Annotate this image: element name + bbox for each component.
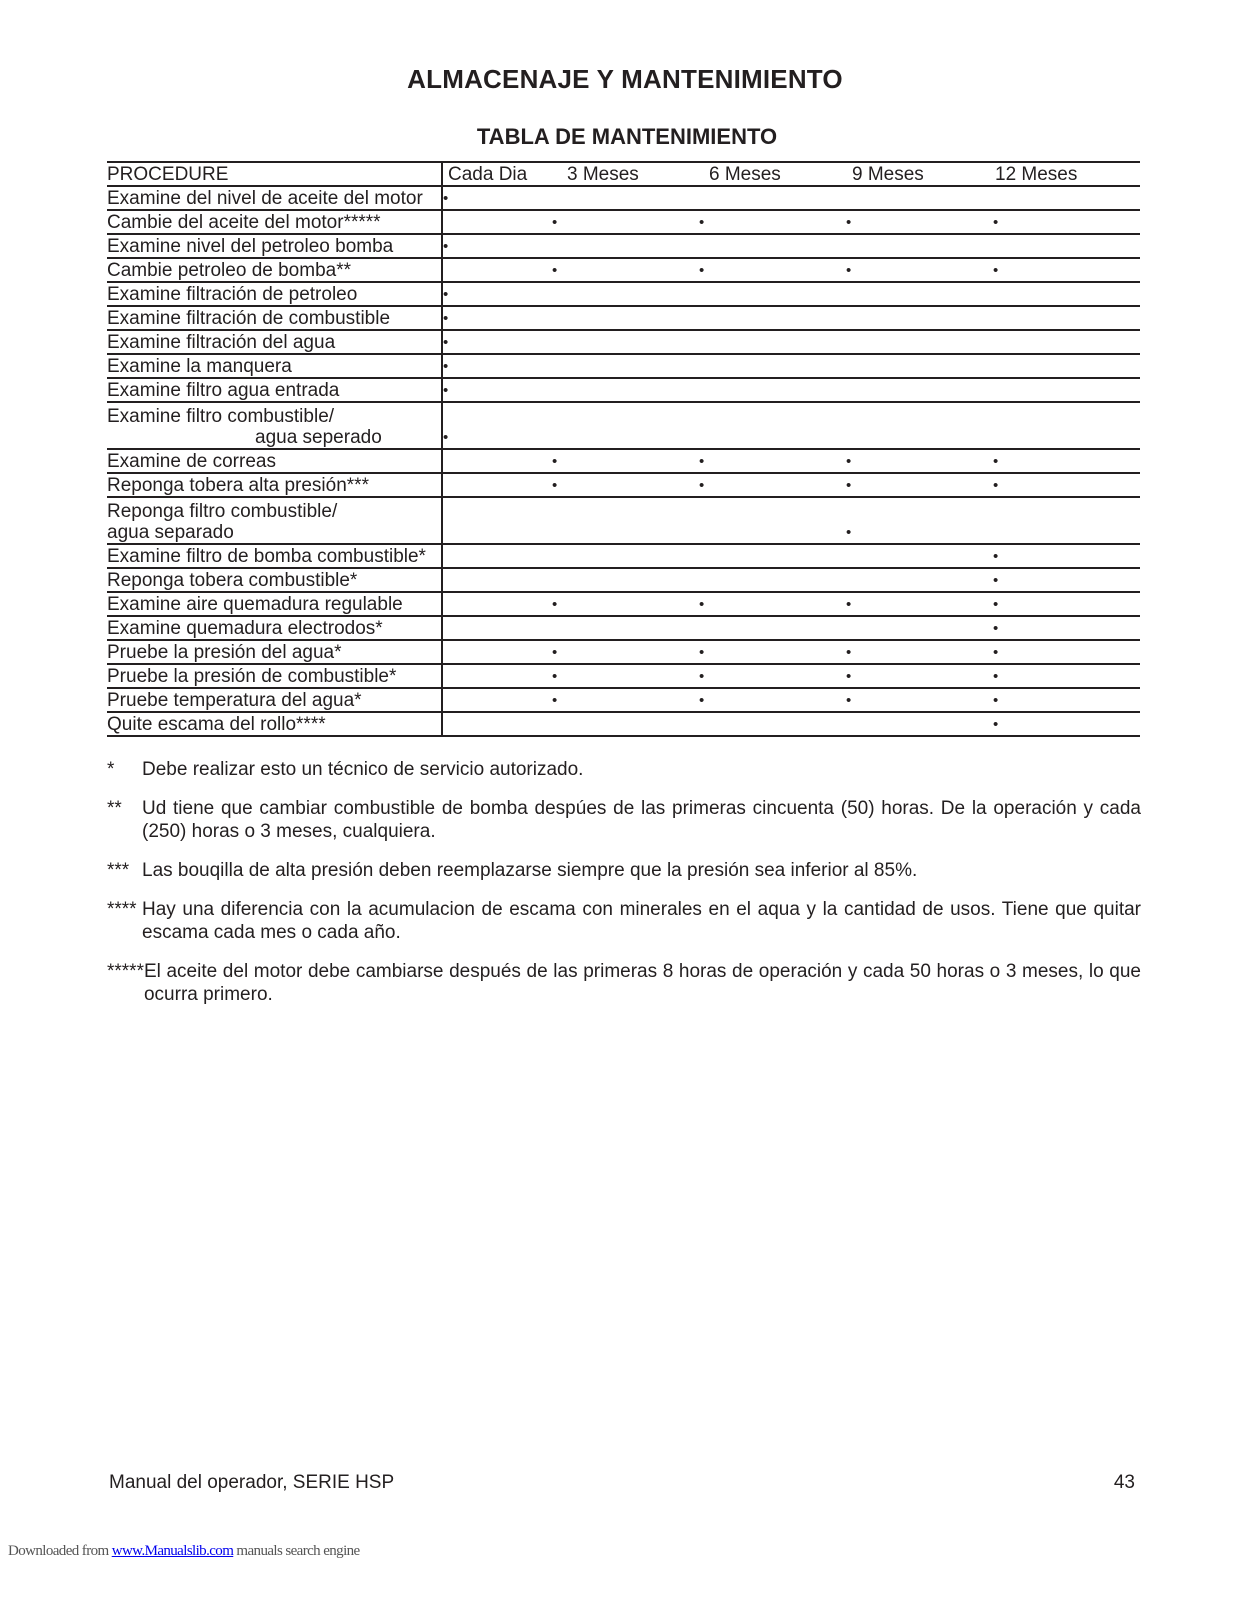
bullet-mark: • bbox=[993, 453, 999, 470]
procedure-cell: Examine aire quemadura regulable bbox=[107, 592, 442, 616]
procedure-cell: Examine de correas bbox=[107, 449, 442, 473]
page-number: 43 bbox=[1113, 1472, 1135, 1493]
procedure-cell: Examine filtración de combustible bbox=[107, 306, 442, 330]
footnote-mark: *** bbox=[107, 860, 130, 881]
bullet-mark: • bbox=[552, 596, 558, 613]
procedure-cell: Examine filtración de petroleo bbox=[107, 282, 442, 306]
footnote bbox=[107, 797, 1141, 843]
bullet-mark: • bbox=[699, 262, 705, 279]
bullet-mark: • bbox=[443, 310, 449, 327]
bullet-mark: • bbox=[846, 644, 852, 661]
manualslib-link[interactable]: www.Manualslib.com bbox=[111, 1543, 234, 1559]
maintenance-table bbox=[107, 161, 1140, 737]
procedure-cell: Examine del nivel de aceite del motor bbox=[107, 186, 442, 210]
footnote-text: Ud tiene que cambiar combustible de bomba despúes de las primeras cincuenta (50) horas. De la operación y cada (250) horas o 3 meses, cualquiera. bbox=[142, 798, 1141, 842]
procedure-cell: Examine filtro de bomba combustible* bbox=[107, 544, 442, 568]
table-row bbox=[107, 402, 1140, 449]
bullet-mark: • bbox=[443, 190, 449, 207]
bullet-mark: • bbox=[846, 477, 852, 494]
header-12-meses: 12 Meses bbox=[995, 164, 1078, 185]
bullet-mark: • bbox=[699, 668, 705, 685]
footnote-mark: **** bbox=[107, 899, 137, 920]
footnote-text: Debe realizar esto un técnico de servicio autorizado. bbox=[142, 759, 584, 780]
bullet-mark: • bbox=[993, 620, 999, 637]
procedure-cell bbox=[107, 402, 442, 449]
procedure-cell: Quite escama del rollo**** bbox=[107, 712, 442, 736]
procedure-line-2: agua seperado bbox=[255, 427, 382, 448]
table-row bbox=[107, 544, 1140, 568]
bullet-mark: • bbox=[993, 214, 999, 231]
footnote bbox=[107, 960, 1141, 1006]
procedure-cell: Pruebe la presión del agua* bbox=[107, 640, 442, 664]
bullet-mark: • bbox=[993, 262, 999, 279]
table-row bbox=[107, 258, 1140, 282]
bullet-mark: • bbox=[443, 358, 449, 375]
bullet-mark: • bbox=[846, 668, 852, 685]
footnote bbox=[107, 859, 1141, 882]
procedure-cell: Examine filtración del agua bbox=[107, 330, 442, 354]
footnote bbox=[107, 898, 1141, 944]
bullet-mark: • bbox=[993, 668, 999, 685]
bullet-mark: • bbox=[846, 214, 852, 231]
table-row bbox=[107, 354, 1140, 378]
bullet-mark: • bbox=[993, 596, 999, 613]
bullet-mark: • bbox=[443, 429, 449, 446]
bullet-mark: • bbox=[993, 716, 999, 733]
bullet-mark: • bbox=[552, 668, 558, 685]
procedure-cell: Pruebe temperatura del agua* bbox=[107, 688, 442, 712]
table-row bbox=[107, 568, 1140, 592]
header-9-meses: 9 Meses bbox=[852, 164, 924, 185]
table-row bbox=[107, 210, 1140, 234]
table-row bbox=[107, 473, 1140, 497]
footnote-text: El aceite del motor debe cambiarse después de las primeras 8 horas de operación y cada 50 horas o 3 meses, lo que ocurra primero. bbox=[143, 961, 1141, 1005]
footnote-text: Hay una diferencia con la acumulacion de escama con minerales en el aqua y la cantidad de usos. Tiene que quitar escama cada mes o cada año. bbox=[142, 899, 1141, 943]
procedure-cell: Reponga tobera combustible* bbox=[107, 568, 442, 592]
download-suffix: manuals search engine bbox=[233, 1543, 360, 1559]
bullet-mark: • bbox=[846, 524, 852, 541]
procedure-line-1: Reponga filtro combustible/ bbox=[107, 501, 338, 522]
footnote-mark: ** bbox=[107, 798, 122, 819]
bullet-mark: • bbox=[699, 596, 705, 613]
footnote-text: Las bouqilla de alta presión deben reemplazarse siempre que la presión sea inferior al 85%. bbox=[142, 860, 918, 881]
bullet-mark: • bbox=[552, 214, 558, 231]
procedure-line-1: Examine filtro combustible/ bbox=[107, 406, 335, 427]
procedure-cell: Examine la manquera bbox=[107, 354, 442, 378]
bullet-mark: • bbox=[552, 644, 558, 661]
procedure-cell: Pruebe la presión de combustible* bbox=[107, 664, 442, 688]
header-procedure: PROCEDURE bbox=[107, 162, 442, 186]
procedure-cell: Examine quemadura electrodos* bbox=[107, 616, 442, 640]
bullet-mark: • bbox=[699, 692, 705, 709]
table-row bbox=[107, 234, 1140, 258]
procedure-cell: Cambie petroleo de bomba** bbox=[107, 258, 442, 282]
procedure-cell: Reponga tobera alta presión*** bbox=[107, 473, 442, 497]
table-row bbox=[107, 449, 1140, 473]
page-title: ALMACENAJE Y MANTENIMIENTO bbox=[407, 64, 843, 94]
footnotes bbox=[107, 758, 1141, 1022]
bullet-mark: • bbox=[552, 477, 558, 494]
table-row bbox=[107, 688, 1140, 712]
table-row bbox=[107, 664, 1140, 688]
bullet-mark: • bbox=[699, 214, 705, 231]
bullet-mark: • bbox=[552, 262, 558, 279]
bullet-mark: • bbox=[552, 692, 558, 709]
footnote bbox=[107, 758, 1141, 781]
footnote-mark: ***** bbox=[107, 961, 144, 982]
procedure-cell: Examine nivel del petroleo bomba bbox=[107, 234, 442, 258]
bullet-mark: • bbox=[993, 477, 999, 494]
bullet-mark: • bbox=[552, 453, 558, 470]
table-row bbox=[107, 640, 1140, 664]
download-prefix: Downloaded from bbox=[8, 1543, 112, 1559]
procedure-cell: Examine filtro agua entrada bbox=[107, 378, 442, 402]
table-row bbox=[107, 712, 1140, 736]
bullet-mark: • bbox=[993, 548, 999, 565]
bullet-mark: • bbox=[846, 596, 852, 613]
table-row bbox=[107, 282, 1140, 306]
table-row bbox=[107, 497, 1140, 544]
table-row bbox=[107, 306, 1140, 330]
bullet-mark: • bbox=[993, 572, 999, 589]
bullet-mark: • bbox=[699, 644, 705, 661]
footnote-mark: * bbox=[107, 759, 115, 780]
bullet-mark: • bbox=[699, 453, 705, 470]
table-row bbox=[107, 616, 1140, 640]
bullet-mark: • bbox=[443, 286, 449, 303]
bullet-mark: • bbox=[846, 453, 852, 470]
footer-manual-title: Manual del operador, SERIE HSP bbox=[109, 1472, 395, 1493]
procedure-line-2: agua separado bbox=[107, 522, 234, 543]
table-header-row bbox=[107, 162, 1140, 186]
bullet-mark: • bbox=[443, 238, 449, 255]
table-title: TABLA DE MANTENIMIENTO bbox=[476, 124, 778, 149]
bullet-mark: • bbox=[993, 692, 999, 709]
header-3-meses: 3 Meses bbox=[567, 164, 639, 185]
bullet-mark: • bbox=[443, 382, 449, 399]
header-cada-dia: Cada Dia bbox=[448, 164, 528, 185]
bullet-mark: • bbox=[846, 692, 852, 709]
bullet-mark: • bbox=[993, 644, 999, 661]
bullet-mark: • bbox=[699, 477, 705, 494]
table-row bbox=[107, 186, 1140, 210]
bullet-mark: • bbox=[846, 262, 852, 279]
table-row bbox=[107, 592, 1140, 616]
procedure-cell: Cambie del aceite del motor***** bbox=[107, 210, 442, 234]
table-row bbox=[107, 330, 1140, 354]
header-6-meses: 6 Meses bbox=[709, 164, 781, 185]
bullet-mark: • bbox=[443, 334, 449, 351]
download-banner bbox=[8, 1543, 360, 1560]
table-row bbox=[107, 378, 1140, 402]
procedure-cell bbox=[107, 497, 442, 544]
